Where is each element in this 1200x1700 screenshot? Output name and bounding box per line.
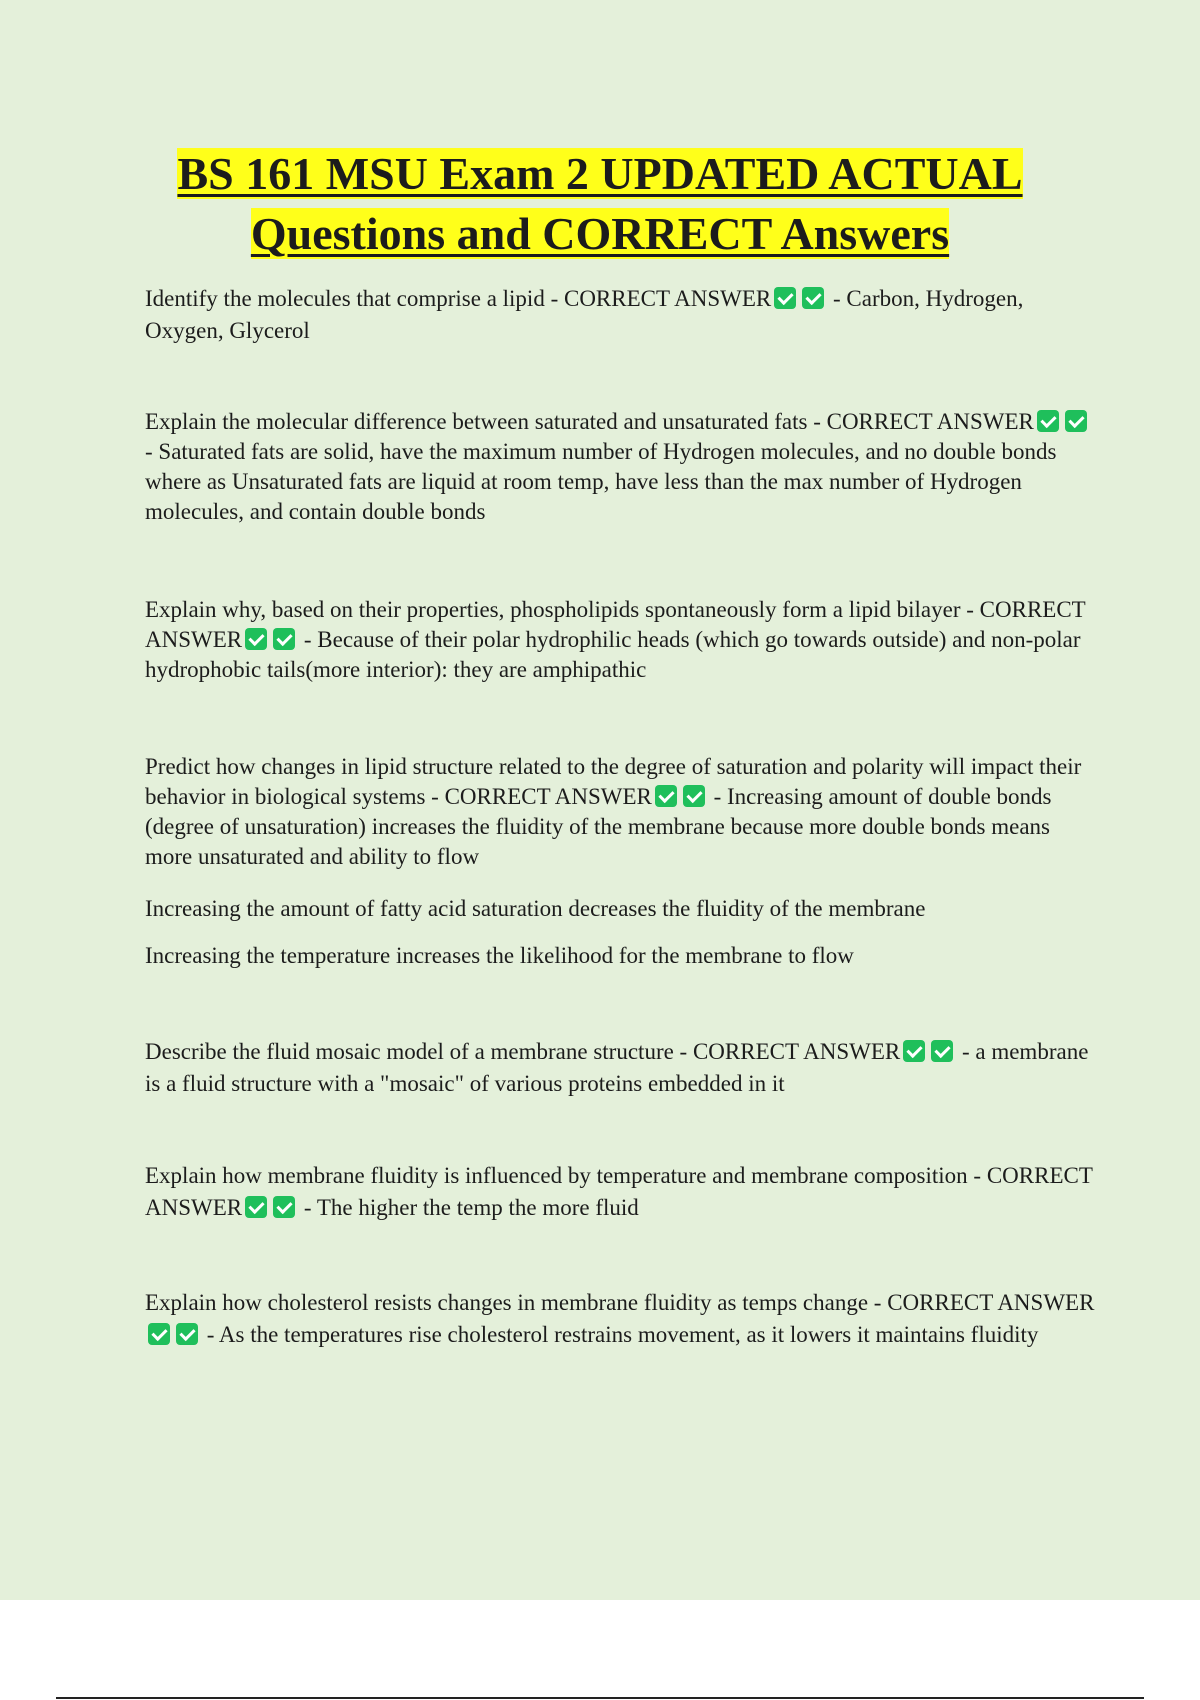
check-mark-icon xyxy=(774,287,796,309)
check-mark-icon xyxy=(273,628,295,650)
check-mark-icon xyxy=(931,1040,953,1062)
answer-text: - The higher the temp the more fluid xyxy=(298,1195,639,1220)
qa-item-7 xyxy=(145,1287,1095,1351)
answer-text: - As the temperatures rise cholesterol restrains movement, as it lowers it maintains fluidity xyxy=(201,1322,1039,1347)
qa-item-4-note-1: Increasing the amount of fatty acid saturation decreases the fluidity of the membrane xyxy=(145,896,926,921)
title-line-2: Questions and CORRECT Answers xyxy=(250,208,950,259)
check-mark-icon xyxy=(176,1323,198,1345)
check-mark-icon xyxy=(1037,410,1059,432)
answer-text: - Saturated fats are solid, have the maximum number of Hydrogen molecules, and no double bonds where as Unsaturated fats are liquid at room temp, have less than the max number of Hydrogen molecules, and contain double bonds xyxy=(145,439,1057,524)
qa-item-4-note-2: Increasing the temperature increases the likelihood for the membrane to flow xyxy=(145,943,854,968)
check-mark-icon xyxy=(245,628,267,650)
qa-item-6 xyxy=(145,1160,1095,1224)
qa-item-2 xyxy=(145,407,1095,527)
answer-text: - Increasing amount of double bonds (degree of unsaturation) increases the fluidity of the membrane because more double bonds means more unsaturated and ability to flow xyxy=(145,784,1052,869)
question-text: Identify the molecules that comprise a lipid - CORRECT ANSWER xyxy=(145,286,772,311)
question-text: Explain the molecular difference between saturated and unsaturated fats - CORRECT ANSWER xyxy=(145,409,1034,434)
qa-item-3 xyxy=(145,595,1095,685)
document-title xyxy=(0,144,1200,264)
question-text: Describe the fluid mosaic model of a membrane structure - CORRECT ANSWER xyxy=(145,1039,901,1064)
check-mark-icon xyxy=(802,287,824,309)
check-mark-icon xyxy=(273,1196,295,1218)
question-text: Explain how cholesterol resists changes in membrane fluidity as temps change - CORRECT ANSWER xyxy=(145,1290,1095,1315)
answer-text: - Carbon, Hydrogen, Oxygen, Glycerol xyxy=(145,286,1024,343)
check-mark-icon xyxy=(148,1323,170,1345)
qa-item-4 xyxy=(145,752,1095,872)
qa-item-5 xyxy=(145,1036,1095,1100)
check-mark-icon xyxy=(655,785,677,807)
qa-item-1 xyxy=(145,283,1095,347)
title-line-1: BS 161 MSU Exam 2 UPDATED ACTUAL xyxy=(177,148,1023,199)
answer-text: - a membrane is a fluid structure with a "mosaic" of various proteins embedded in it xyxy=(145,1039,1089,1096)
question-text: Explain how membrane fluidity is influenced by temperature and membrane composition - CORRECT ANSWER xyxy=(145,1163,1093,1220)
answer-text: - Because of their polar hydrophilic heads (which go towards outside) and non-polar hydrophobic tails(more interior): they are amphipathic xyxy=(145,627,1081,682)
check-mark-icon xyxy=(683,785,705,807)
check-mark-icon xyxy=(1065,410,1087,432)
check-mark-icon xyxy=(245,1196,267,1218)
check-mark-icon xyxy=(903,1040,925,1062)
footer-divider xyxy=(56,1697,1144,1699)
question-text: Explain why, based on their properties, phospholipids spontaneously form a lipid bilayer - CORRECT ANSWER xyxy=(145,597,1086,652)
question-text: Predict how changes in lipid structure related to the degree of saturation and polarity will impact their behavior in biological systems - CORRECT ANSWER xyxy=(145,754,1082,809)
